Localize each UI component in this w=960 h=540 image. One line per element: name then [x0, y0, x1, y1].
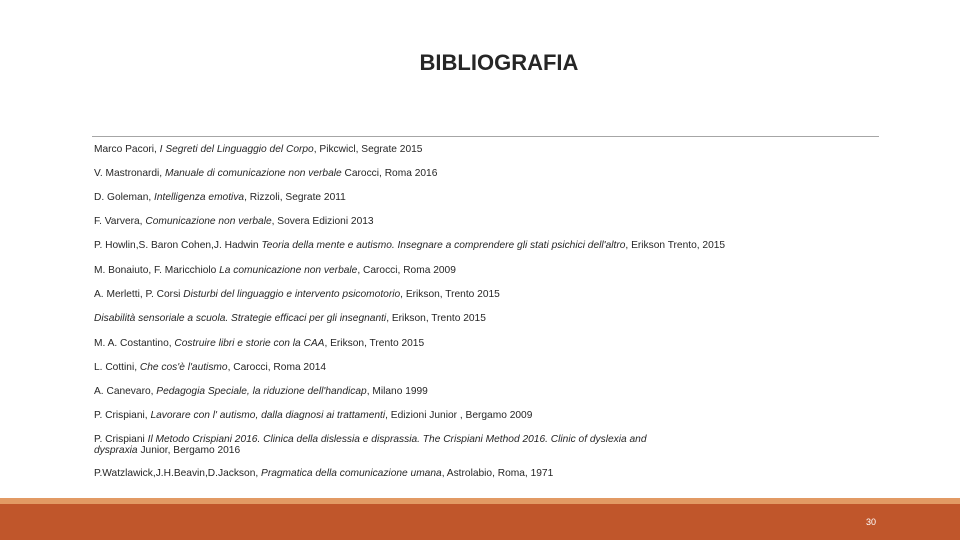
reference-title: Pedagogia Speciale, la riduzione dell'handicap — [156, 386, 367, 397]
reference-item — [94, 410, 874, 421]
reference-author: A. Merletti, P. Corsi — [94, 289, 184, 300]
reference-item — [94, 468, 874, 479]
reference-title: Teoria della mente e autismo. Insegnare a comprendere gli stati psichici dell'altro — [261, 240, 626, 251]
reference-publisher: , Erikson, Trento 2015 — [400, 289, 500, 300]
reference-author: P.Watzlawick,J.H.Beavin,D.Jackson, — [94, 468, 262, 479]
reference-publisher: Junior, Bergamo 2016 — [137, 445, 241, 456]
reference-item — [94, 289, 874, 300]
reference-title: Intelligenza emotiva — [154, 192, 245, 203]
reference-item — [94, 386, 874, 397]
reference-author: P. Howlin,S. Baron Cohen,J. Hadwin — [94, 240, 262, 251]
reference-title: Disabilità sensoriale a scuola. Strategie efficaci per gli insegnanti — [94, 313, 387, 324]
reference-title: Manuale di comunicazione non verbale — [164, 168, 342, 179]
reference-title: Lavorare con l' autismo, dalla diagnosi ai trattamenti — [150, 410, 386, 421]
divider — [92, 136, 879, 137]
reference-item — [94, 338, 874, 349]
reference-publisher: Carocci, Roma 2016 — [341, 168, 438, 179]
reference-title: Disturbi del linguaggio e intervento psicomotorio — [183, 289, 401, 300]
reference-publisher: , Edizioni Junior , Bergamo 2009 — [385, 410, 533, 421]
reference-item — [94, 192, 874, 203]
reference-item — [94, 240, 874, 251]
reference-title: Costruire libri e storie con la CAA — [174, 338, 325, 349]
reference-item — [94, 434, 674, 456]
reference-author: L. Cottini, — [94, 362, 140, 373]
reference-author: A. Canevaro, — [94, 386, 157, 397]
reference-publisher: , Pikcwicl, Segrate 2015 — [313, 144, 423, 155]
reference-title: Il Metodo Crispiani 2016. Clinica della dislessia e disprassia. The Crispiani Method 2016. Clinic of dyslexia and dyspraxia — [94, 434, 647, 456]
reference-item — [94, 144, 874, 155]
reference-title: Comunicazione non verbale — [145, 216, 272, 227]
reference-author: Marco Pacori, — [94, 144, 160, 155]
reference-publisher: , Erikson, Trento 2015 — [386, 313, 486, 324]
reference-publisher: , Astrolabio, Roma, 1971 — [441, 468, 554, 479]
reference-publisher: , Erikson, Trento 2015 — [324, 338, 425, 349]
reference-publisher: , Sovera Edizioni 2013 — [271, 216, 374, 227]
reference-title: I Segreti del Linguaggio del Corpo — [159, 144, 314, 155]
reference-publisher: , Erikson Trento, 2015 — [625, 240, 726, 251]
reference-author: M. Bonaiuto, F. Maricchiolo — [94, 265, 220, 276]
reference-author: M. A. Costantino, — [94, 338, 175, 349]
reference-title: Che cos'è l'autismo — [139, 362, 228, 373]
reference-item — [94, 168, 874, 179]
reference-publisher: , Rizzoli, Segrate 2011 — [244, 192, 346, 203]
reference-author: D. Goleman, — [94, 192, 155, 203]
reference-author: P. Crispiani — [94, 434, 148, 445]
reference-publisher: , Carocci, Roma 2014 — [227, 362, 327, 373]
page-title: BIBLIOGRAFIA — [419, 50, 579, 75]
reference-publisher: , Milano 1999 — [366, 386, 428, 397]
reference-author: P. Crispiani, — [94, 410, 151, 421]
page-number: 30 — [865, 517, 876, 527]
reference-title: La comunicazione non verbale — [219, 265, 358, 276]
footer-band — [0, 504, 960, 540]
reference-item — [94, 362, 874, 373]
reference-item — [94, 216, 874, 227]
reference-author: F. Varvera, — [94, 216, 146, 227]
reference-publisher: , Carocci, Roma 2009 — [357, 265, 456, 276]
reference-author: V. Mastronardi, — [94, 168, 165, 179]
reference-title: Pragmatica della comunicazione umana — [261, 468, 442, 479]
reference-item — [94, 313, 874, 324]
reference-item — [94, 265, 874, 276]
